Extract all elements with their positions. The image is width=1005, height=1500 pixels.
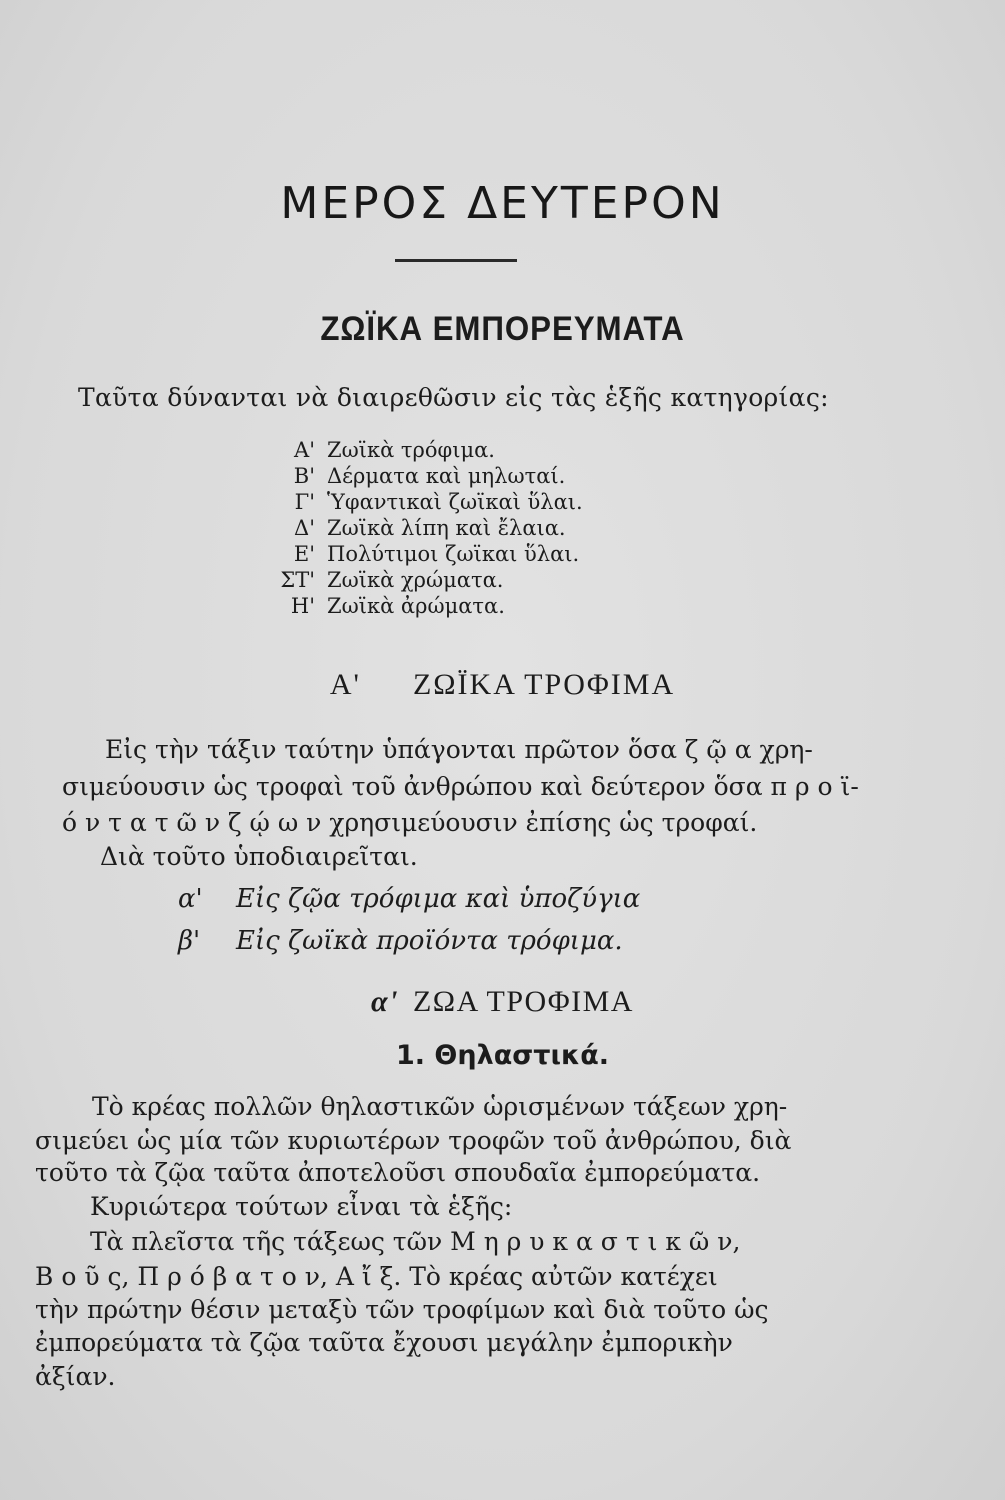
paragraph-line: ό ν τ α τ ῶ ν ζ ῴ ω ν χρησιμεύουσιν ἐπίσης ὡς τροφαί. <box>62 808 758 837</box>
paragraph-line: ἀξίαν. <box>35 1362 116 1391</box>
subdivision-label: β' <box>178 926 201 956</box>
paragraph-line: ἐμπορεύματα τὰ ζῷα ταῦτα ἔχουσι μεγάλην ἐμπορικὴν <box>35 1328 733 1357</box>
category-letter: ΣΤ' <box>280 568 315 592</box>
category-letter: Γ' <box>294 490 315 514</box>
category-letter: Ε' <box>293 542 315 566</box>
paragraph-line: Κυριώτερα τούτων εἶναι τὰ ἑξῆς: <box>90 1192 513 1221</box>
section-title: ΖΩΪΚΑ ΕΜΠΟΡΕΥΜΑΤΑ <box>320 310 685 348</box>
subsection-b-heading <box>0 985 1005 1019</box>
category-letter: Η' <box>290 594 315 618</box>
category-text: Δέρματα καὶ μηλωταί. <box>327 464 566 488</box>
category-text: Ζωϊκὰ τρόφιμα. <box>327 438 495 462</box>
subsection-a-heading <box>0 668 1005 702</box>
paragraph-line: σιμεύουσιν ὡς τροφαὶ τοῦ ἀνθρώπου καὶ δεύτερον ὅσα π ρ ο ϊ- <box>62 772 859 801</box>
paragraph-line: Τὸ κρέας πολλῶν θηλαστικῶν ὡρισμένων τάξεων χρη- <box>92 1092 788 1121</box>
paragraph-line: σιμεύει ὡς μία τῶν κυριωτέρων τροφῶν τοῦ ἀνθρώπου, διὰ <box>35 1126 792 1155</box>
category-letter: Β' <box>293 464 315 488</box>
list-item <box>240 516 566 542</box>
paragraph-line: Β ο ῦ ς, Π ρ ό β α τ ο ν, Α ἴ ξ. Τὸ κρέας αὐτῶν κατέχει <box>35 1262 718 1291</box>
subdivision-label: α' <box>178 884 203 914</box>
list-item <box>240 464 565 490</box>
subsection-a-number: Α' <box>329 668 361 701</box>
intro-line: Ταῦτα δύνανται νὰ διαιρεθῶσιν εἰς τὰς ἑξῆς κατηγορίας: <box>78 383 829 412</box>
list-item <box>178 926 623 956</box>
category-text: Ζωϊκὰ λίπη καὶ ἔλαια. <box>327 516 566 540</box>
paragraph-line: Τὰ πλεῖστα τῆς τάξεως τῶν Μ η ρ υ κ α σ τ ι κ ῶ ν, <box>90 1227 741 1256</box>
subsection-b-number: α' <box>371 985 399 1018</box>
title-divider <box>395 259 517 262</box>
category-letter: Δ' <box>294 516 315 540</box>
list-item <box>240 568 503 594</box>
list-item <box>240 490 583 516</box>
list-item <box>178 884 640 914</box>
subsection-b-title: ΖΩΑ ΤΡΟΦΙΜΑ <box>412 985 634 1018</box>
list-item <box>240 542 579 568</box>
category-text: Ὑφαντικαὶ ζωϊκαὶ ὕλαι. <box>327 490 583 514</box>
paragraph-line: τὴν πρώτην θέσιν μεταξὺ τῶν τροφίμων καὶ διὰ τοῦτο ὡς <box>35 1295 769 1324</box>
list-item <box>240 438 495 464</box>
category-text: Ζωϊκὰ ἀρώματα. <box>327 594 505 618</box>
mammals-heading: 1. Θηλαστικά. <box>395 1040 610 1071</box>
category-text: Ζωϊκὰ χρώματα. <box>327 568 504 592</box>
category-text: Πολύτιμοι ζωϊκαι ὕλαι. <box>327 542 580 566</box>
subdivision-text: Εἰς ζῷα τρόφιμα καὶ ὑποζύγια <box>236 884 641 914</box>
subdivision-text: Εἰς ζωϊκὰ προϊόντα τρόφιμα. <box>236 926 623 956</box>
category-letter: Α' <box>294 438 315 462</box>
part-title: ΜΕΡΟΣ ΔΕΥΤΕΡΟΝ <box>280 178 725 229</box>
list-item <box>240 594 505 620</box>
paragraph-line: τοῦτο τὰ ζῷα ταῦτα ἀποτελοῦσι σπουδαῖα ἐμπορεύματα. <box>35 1158 761 1187</box>
paragraph-line: Διὰ τοῦτο ὑποδιαιρεῖται. <box>100 842 418 871</box>
paragraph-line: Εἰς τὴν τάξιν ταύτην ὑπάγονται πρῶτον ὅσα ζ ῷ α χρη- <box>105 735 813 764</box>
subsection-a-title: ΖΩΪΚΑ ΤΡΟΦΙΜΑ <box>412 668 676 701</box>
